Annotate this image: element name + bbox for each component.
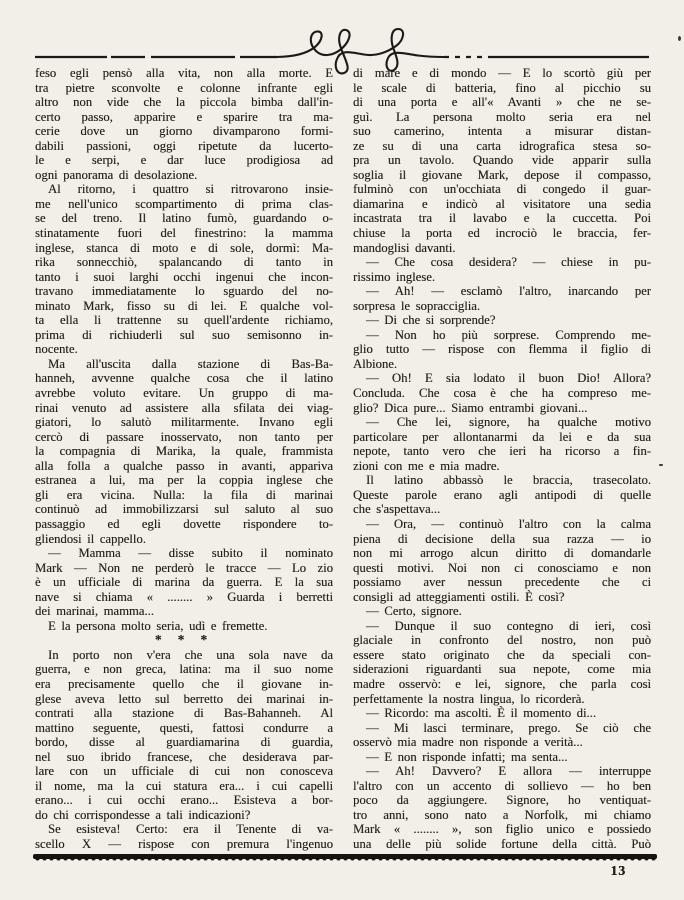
text-line: particolare per allontanarmi da lei e da sua — [353, 429, 651, 444]
text-line: — Oh! E sia lodato il buon Dio! Allora? — [366, 371, 651, 386]
text-line: se del treno. Il latino fumò, guardando o- — [35, 211, 333, 226]
text-line: ogni panorama di desolazione. — [35, 167, 198, 182]
text-line: Concluda. Che cosa è che ha compreso me- — [353, 386, 651, 401]
text-line: continuò ad immobilizzarsi sul saluto al suo — [35, 502, 333, 517]
text-line: glio tutto — rispose con flemma il figlio di — [353, 342, 651, 357]
text-line: bordo, disse al guardiamarina di guardia, — [35, 735, 333, 750]
text-line: alla folla a qualche passo in avanti, appariva — [35, 458, 333, 473]
bottom-scalloped-rule — [33, 854, 657, 859]
text-line: rinai venuto ad assistere alla sfilata dei viag- — [35, 400, 333, 415]
section-separator: * * * — [154, 633, 214, 648]
text-line: certo passo, apparire e sparire tra ma- — [35, 109, 333, 124]
text-line: giatori, lo salutò militarmente. Invano egli — [35, 415, 333, 430]
text-line: glese aveva letto sul berretto dei marinai in- — [35, 691, 333, 706]
text-line: estranea a lui, ma per la coppia inglese che — [35, 473, 333, 488]
page-number: 13 — [610, 863, 626, 878]
text-line: consigli ad atteggiamenti ostili. È così? — [353, 589, 565, 604]
text-line: non mi arrogo alcun diritto di domandarle — [353, 546, 651, 561]
text-line: era precisamente quello che il giovane in- — [35, 676, 333, 691]
text-line: la compagnia di Marika, la quale, frammista — [35, 444, 333, 459]
text-line: cercò di passare inosservato, non tanto per — [35, 429, 333, 444]
text-line: scello X — rispose con premura l'ingenuo — [35, 836, 333, 851]
text-line: di una porta e all'« Avanti » che ne se- — [353, 95, 651, 110]
text-line: Queste parole erano agli antipodi di quelle — [353, 487, 651, 502]
text-line: dabili passioni, oggi ripetute da lucerto- — [35, 138, 333, 153]
text-line: passaggio ed egli dovette rispondere to- — [35, 516, 333, 531]
text-line: altro non vide che la piccola bimba dall'in- — [35, 95, 333, 110]
text-line: prima di richiuderli sul suo semisonno in- — [35, 327, 333, 342]
text-line: tanto i suoi larghi occhi ingenui che incon- — [35, 269, 333, 284]
text-line: — Mi lasci terminare, prego. Se ciò che — [366, 720, 651, 735]
text-line: dei marinai, mamma... — [35, 604, 154, 619]
text-line: cerie dove un giorno divamparono formi- — [35, 124, 333, 139]
text-line: le scale di batteria, fino al picchio su — [353, 80, 651, 95]
text-line: glio? Dica pure... Siamo entrambi giovani... — [353, 400, 588, 415]
text-line: glaciale in confronto del nostro, non può — [353, 633, 651, 648]
text-line: me nell'unico scompartimento di prima clas- — [35, 196, 333, 211]
text-line: perfettamente la nostra lingua, lo ricorderà. — [353, 691, 585, 706]
text-line: Mark « ........ », son figlio unico e possiedo — [353, 822, 651, 837]
text-line: è un ufficiale di marina da guerra. E la sua — [35, 575, 333, 590]
text-line: fulminò con un'occhiata di congedo il guar- — [353, 182, 651, 197]
scan-speck — [678, 36, 681, 41]
text-line: — Mamma — disse subito il nominato — [48, 546, 333, 561]
text-line: pra un tavolo. Quando vide apparir sulla — [353, 153, 651, 168]
text-line: erano... i cui occhi erano... Esisteva a bor- — [35, 793, 333, 808]
text-line: — Di che si sorprende? — [366, 313, 496, 328]
text-column-right — [353, 66, 651, 852]
text-line: l'altro con un accento di sollievo — ho ben — [353, 778, 651, 793]
text-line: le e serpi, e dar luce prodigiosa ad — [35, 153, 333, 168]
text-line: guerra, e non greca, latina: ma il suo nome — [35, 662, 333, 677]
text-line: guì. La persona molto seria era nel — [353, 109, 651, 124]
text-line: — Che cosa desidera? — chiese in pu- — [366, 255, 651, 270]
text-line: rika sonnecchiò, spalancando di tanto in — [35, 255, 333, 270]
text-line: minato Mark, fisso su di lei. E qualche vol- — [35, 298, 333, 313]
text-line: essere stato originato che da speciali con- — [353, 647, 651, 662]
text-line: contrati alla stazione di Bas-Bahanneh. Al — [35, 706, 333, 721]
text-line: ze su di una carta idrografica stesa so- — [353, 138, 651, 153]
text-line: nocente. — [35, 342, 78, 357]
text-line: — Dunque il suo contegno di ieri, così — [366, 618, 651, 633]
text-line: possiamo aver nessun precedente che ci — [353, 575, 651, 590]
text-line: In porto non v'era che una sola nave da — [48, 647, 333, 662]
text-line: mandoglisi davanti. — [353, 240, 456, 255]
text-line: rissimo inglese. — [353, 269, 436, 284]
text-line: do chi corrispondesse a tali indicazioni? — [35, 807, 251, 822]
text-line: — Certo, signore. — [366, 604, 462, 619]
text-line: chiuse la porta ed incrociò le braccia, fer- — [353, 226, 651, 241]
text-line: lare con un ufficiale di cui non conosceva — [35, 764, 333, 779]
text-line: ta ella li trattenne su quell'ardente richiamo, — [35, 313, 333, 328]
text-line: gliendosi il cappello. — [35, 531, 146, 546]
text-line: mattino seguente, questi, fattosi condurre a — [35, 720, 333, 735]
text-line: E la persona molto seria, udì e fremette. — [48, 618, 268, 633]
two-column-text-body — [35, 66, 651, 852]
text-line: inglese, stanca di moto e di sole, dormì: Ma- — [35, 240, 333, 255]
text-line: nepote, tanto vero che ieri ha ricorso a fin- — [353, 444, 651, 459]
text-line: — Ah! Davvero? E allora — interruppe — [366, 764, 651, 779]
text-line: zioni con me e mia madre. — [353, 458, 500, 473]
text-line: — Ora, — continuò l'altro con la calma — [366, 516, 651, 531]
text-column-left — [35, 66, 333, 852]
text-line: hanneh, avvenne qualche cosa che il latino — [35, 371, 333, 386]
text-line: Ma all'uscita dalla stazione di Bas-Ba- — [48, 356, 333, 371]
text-line: stinatamente fuori del finestrino: la mamma — [35, 226, 333, 241]
text-line: soglia il giovane Mark, depose il compasso, — [353, 167, 651, 182]
text-line: travano immediatamente lo sguardo del no- — [35, 284, 333, 299]
text-line: feso egli pensò alla vita, non alla morte. E — [35, 66, 333, 80]
text-line: madre osservò: e lei, signore, che parla così — [353, 676, 651, 691]
text-line: Albione. — [353, 356, 398, 371]
scan-speck — [659, 464, 663, 466]
text-line: Il latino abbassò le braccia, trasecolato. — [366, 473, 651, 488]
text-line: suo camerino, intenta a misurar distan- — [353, 124, 651, 139]
text-line: Se esisteva! Certo: era il Tenente di va- — [48, 822, 333, 837]
text-line: tro anni, sono nato a Norfolk, mi chiamo — [353, 807, 651, 822]
text-line: tra pietre sconvolte e colonne infrante egli — [35, 80, 333, 95]
text-line: — Che lei, signore, ha qualche motivo — [366, 415, 651, 430]
text-line: nave si chiama « ........ » Guarda i berretti — [35, 589, 333, 604]
text-line: — Ricordo: ma ascolti. È il momento di... — [366, 706, 596, 721]
text-line: gli era vicina. Nulla: la fila di marinai — [35, 487, 333, 502]
text-line: una delle più solide fortune della città. Può — [353, 836, 651, 851]
text-line: questi motivi. Noi non ci conosciamo e non — [353, 560, 651, 575]
text-line: avrebbe voluto evitare. Un gruppo di ma- — [35, 386, 333, 401]
text-line: Al ritorno, i quattro si ritrovarono insie- — [48, 182, 333, 197]
text-line: nel suo ibrido francese, che desiderava par- — [35, 749, 333, 764]
text-line: — Ah! — esclamò l'altro, inarcando per — [366, 284, 651, 299]
text-line: sorpresa le sopracciglia. — [353, 298, 481, 313]
text-line: piena di decisione della sua razza — io — [353, 531, 651, 546]
text-line: che s'aspettava... — [353, 502, 441, 517]
text-line: poco da aggiungere. Signore, ho ventiquat- — [353, 793, 651, 808]
text-line: — Non ho più sorprese. Comprendo me- — [366, 327, 651, 342]
text-line: incastrata tra il lavabo e la cuccetta. Poi — [353, 211, 651, 226]
text-line: — E non risponde infatti; ma senta... — [366, 749, 568, 764]
text-line: il nome, ma la cui statura era... i cui capelli — [35, 778, 333, 793]
text-line: Mark — Non ne perderò le tracce — Lo zio — [35, 560, 333, 575]
text-line: osservò mia madre non risponde a verità... — [353, 735, 583, 750]
text-line: di mare e di mondo — E lo scortò giù per — [353, 66, 651, 80]
text-line: diamarina e indicò al visitatore una sedia — [353, 196, 651, 211]
text-line: siderazioni riguardanti sua nepote, come mia — [353, 662, 651, 677]
